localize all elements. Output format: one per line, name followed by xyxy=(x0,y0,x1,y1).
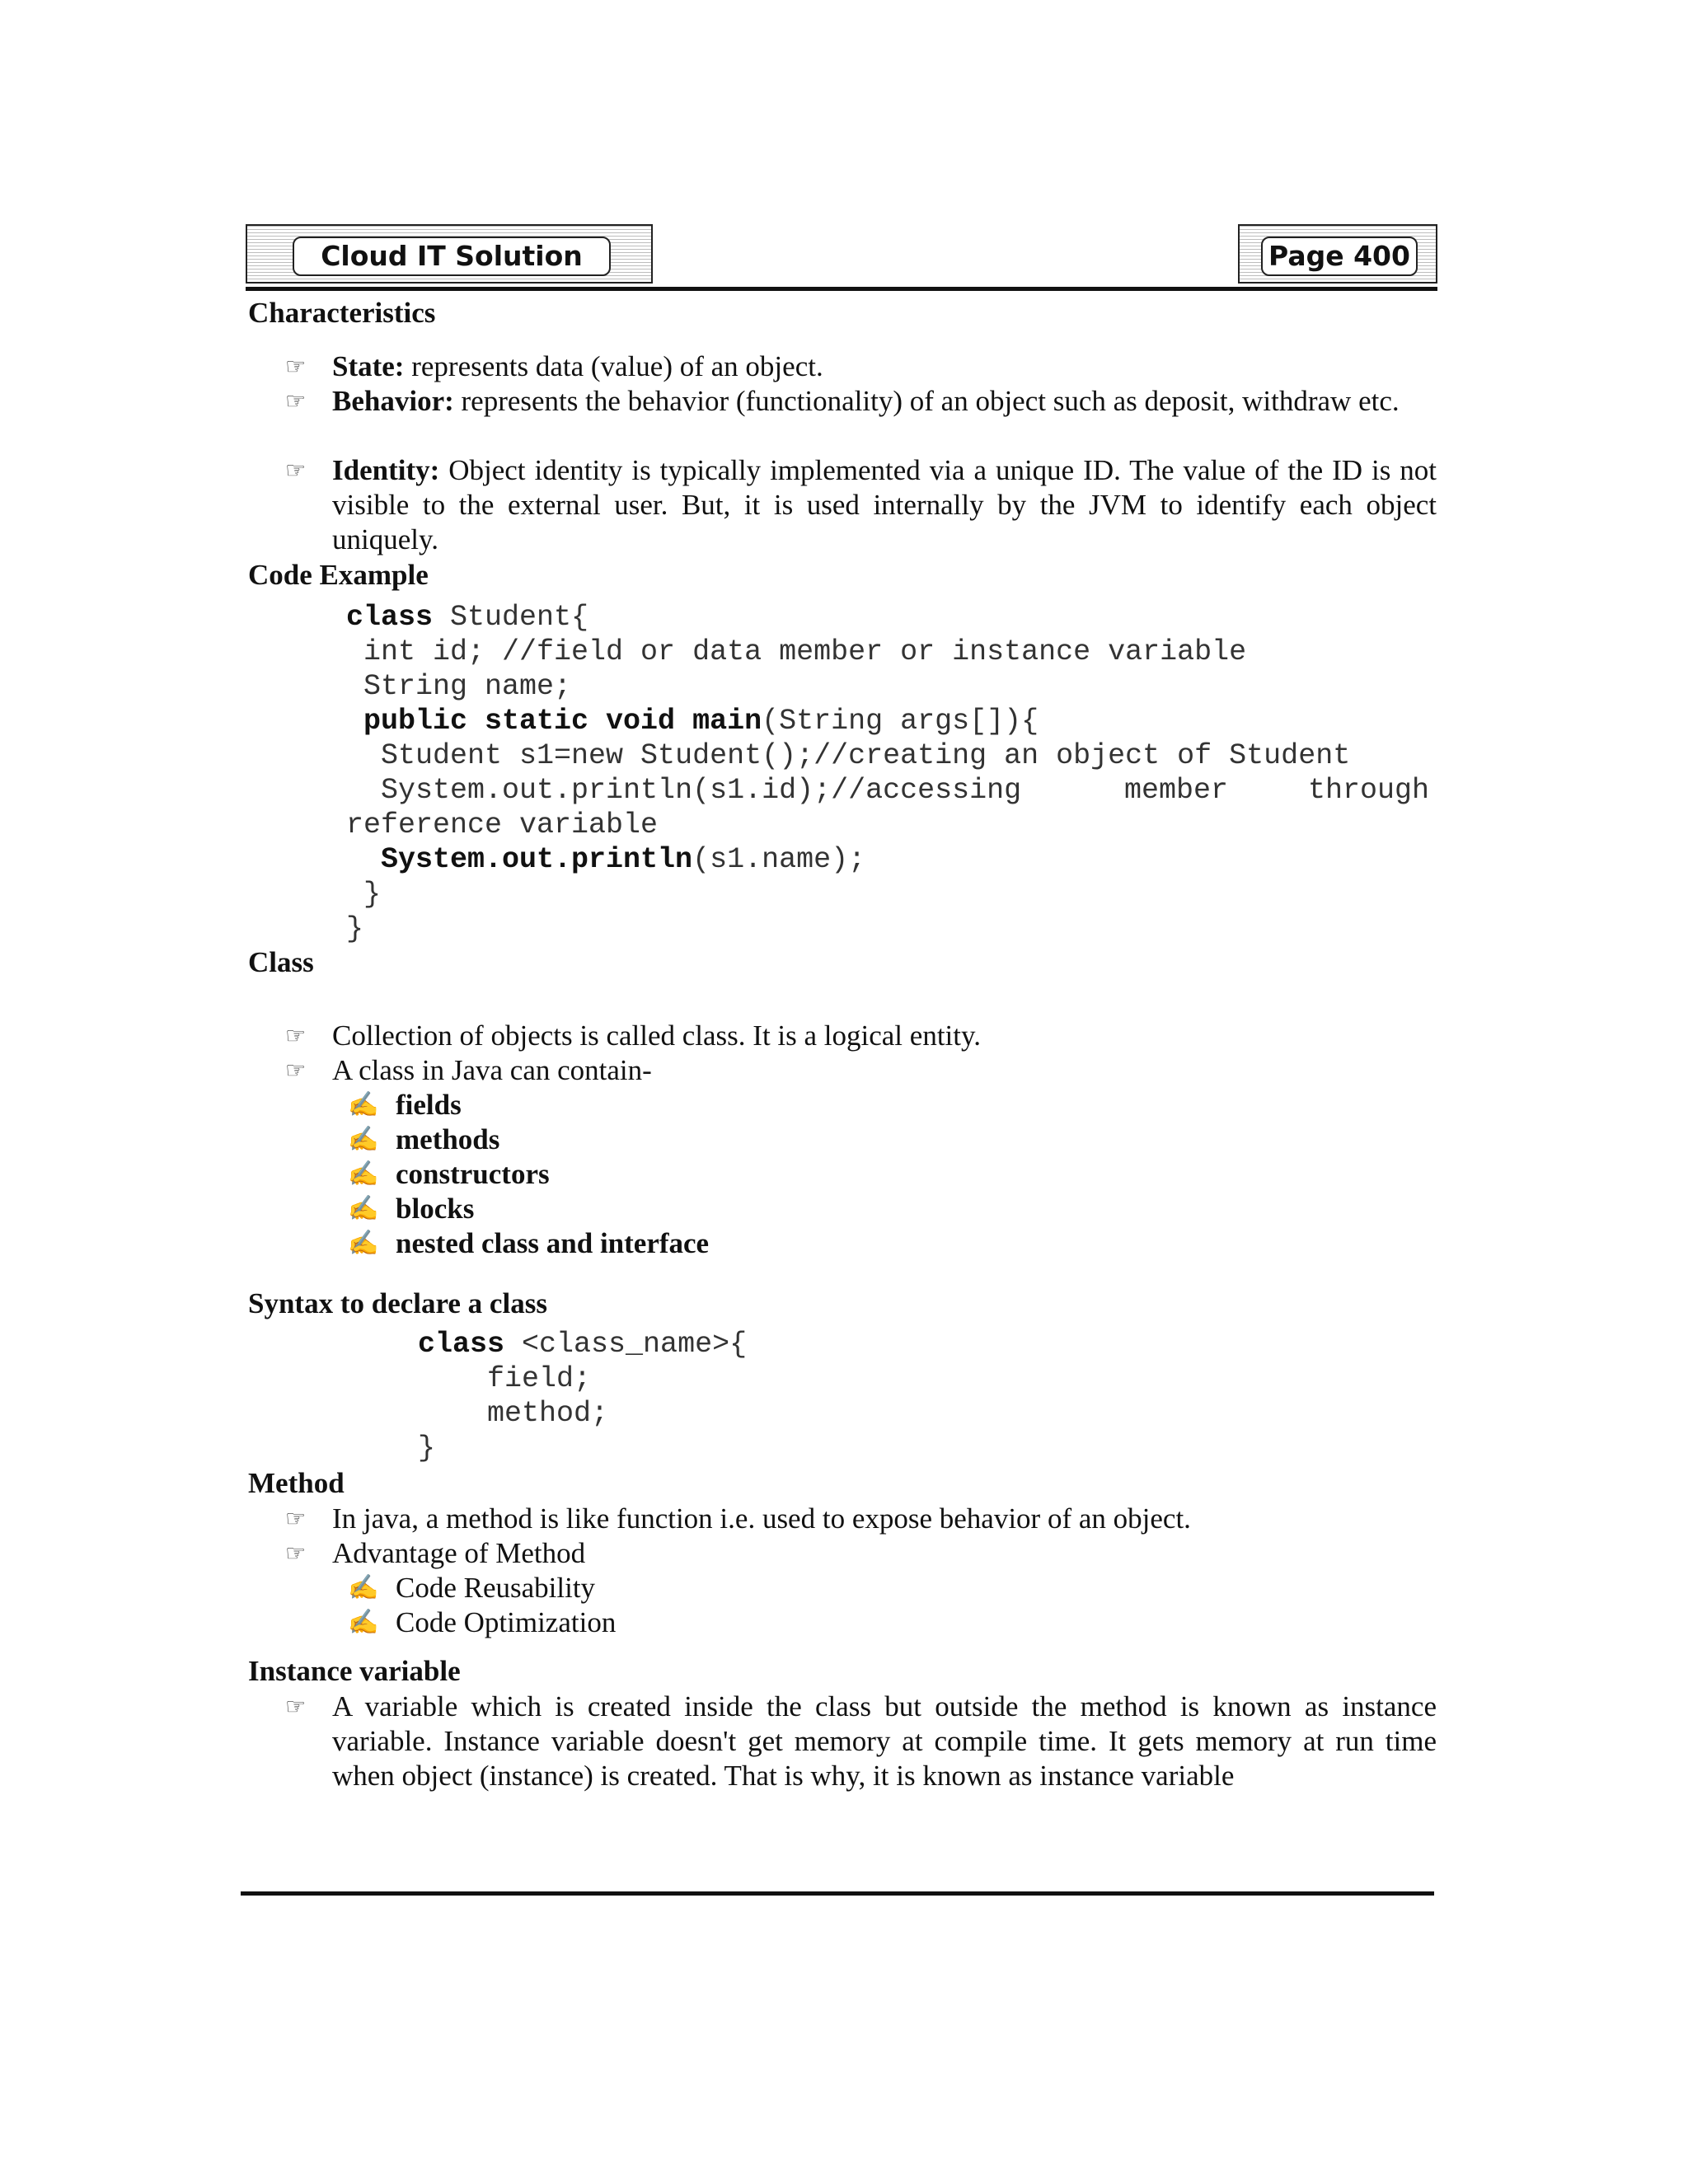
writing-hand-icon: ✍ xyxy=(348,1160,379,1188)
code-line-6: System.out.println(s1.id);//accessing xyxy=(346,774,1022,807)
code-line-6-member: member xyxy=(1124,774,1229,807)
pointing-hand-icon: ☞ xyxy=(285,1024,307,1049)
pointing-hand-icon: ☞ xyxy=(285,389,307,415)
characteristic-identity: Identity: Object identity is typically implemented via a unique ID. The value of the ID is not visible to the external user. But, it is used internally by the JVM to identify each object uniquely. xyxy=(332,454,1437,555)
pointing-hand-icon: ☞ xyxy=(285,1541,307,1567)
method-sub-optimization: Code Optimization xyxy=(396,1606,617,1638)
method-item-1: In java, a method is like function i.e. used to expose behavior of an object. xyxy=(332,1502,1191,1535)
writing-hand-icon: ✍ xyxy=(348,1230,379,1257)
characteristic-state: State: represents data (value) of an object. xyxy=(332,350,823,382)
class-item-2: A class in Java can contain- xyxy=(332,1054,652,1086)
pointing-hand-icon: ☞ xyxy=(285,458,307,484)
heading-code-example: Code Example xyxy=(248,559,429,591)
code-line-1: class Student{ xyxy=(346,601,589,634)
pointing-hand-icon: ☞ xyxy=(285,354,307,380)
pointing-hand-icon: ☞ xyxy=(285,1694,307,1720)
code-line-7: reference variable xyxy=(346,808,659,841)
syntax-line-4: } xyxy=(418,1432,436,1465)
heading-characteristics: Characteristics xyxy=(248,297,436,329)
footer-rule xyxy=(241,1891,1434,1896)
class-item-1: Collection of objects is called class. It is a logical entity. xyxy=(332,1019,981,1052)
code-line-2: int id; //field or data member or instance variable xyxy=(346,635,1247,668)
header-rule xyxy=(246,287,1437,291)
class-sub-constructors: constructors xyxy=(396,1158,550,1190)
code-line-6-through: through xyxy=(1308,774,1430,807)
writing-hand-icon: ✍ xyxy=(348,1126,379,1153)
header-left-box xyxy=(246,224,653,284)
class-sub-nested: nested class and interface xyxy=(396,1227,710,1259)
heading-class: Class xyxy=(248,946,314,978)
code-line-8: System.out.println(s1.name); xyxy=(381,843,866,876)
heading-method: Method xyxy=(248,1467,345,1499)
code-line-5: Student s1=new Student();//creating an object of Student xyxy=(346,739,1351,772)
class-sub-fields: fields xyxy=(396,1089,462,1121)
pointing-hand-icon: ☞ xyxy=(285,1507,307,1532)
header-title: Cloud IT Solution xyxy=(293,237,611,276)
writing-hand-icon: ✍ xyxy=(348,1091,379,1118)
syntax-line-2: field; xyxy=(418,1362,592,1395)
page-number: Page 400 xyxy=(1261,237,1418,276)
method-sub-reusability: Code Reusability xyxy=(396,1572,596,1604)
syntax-line-1: class <class_name>{ xyxy=(418,1328,748,1361)
code-line-10: } xyxy=(346,912,364,945)
writing-hand-icon: ✍ xyxy=(348,1574,379,1601)
class-sub-methods: methods xyxy=(396,1123,500,1155)
syntax-line-3: method; xyxy=(418,1397,609,1430)
pointing-hand-icon: ☞ xyxy=(285,1058,307,1084)
instance-variable-text: A variable which is created inside the class but outside the method is known as instance variable. Instance variable doesn't get memory at compile time. It gets memory at run time when object (instance) is created. That is why, it is known as instance variable xyxy=(332,1690,1437,1792)
code-line-3: String name; xyxy=(346,670,572,703)
class-sub-blocks: blocks xyxy=(396,1193,475,1225)
code-line-9: } xyxy=(346,878,382,911)
characteristic-behavior: Behavior: represents the behavior (functionality) of an object such as deposit, withdraw etc. xyxy=(332,385,1400,417)
heading-syntax: Syntax to declare a class xyxy=(248,1287,547,1319)
header-right-box xyxy=(1238,224,1437,284)
method-item-2: Advantage of Method xyxy=(332,1537,586,1569)
writing-hand-icon: ✍ xyxy=(348,1195,379,1222)
writing-hand-icon: ✍ xyxy=(348,1609,379,1636)
heading-instance-variable: Instance variable xyxy=(248,1655,461,1687)
code-line-4: public static void main(String args[]){ xyxy=(363,705,1039,738)
